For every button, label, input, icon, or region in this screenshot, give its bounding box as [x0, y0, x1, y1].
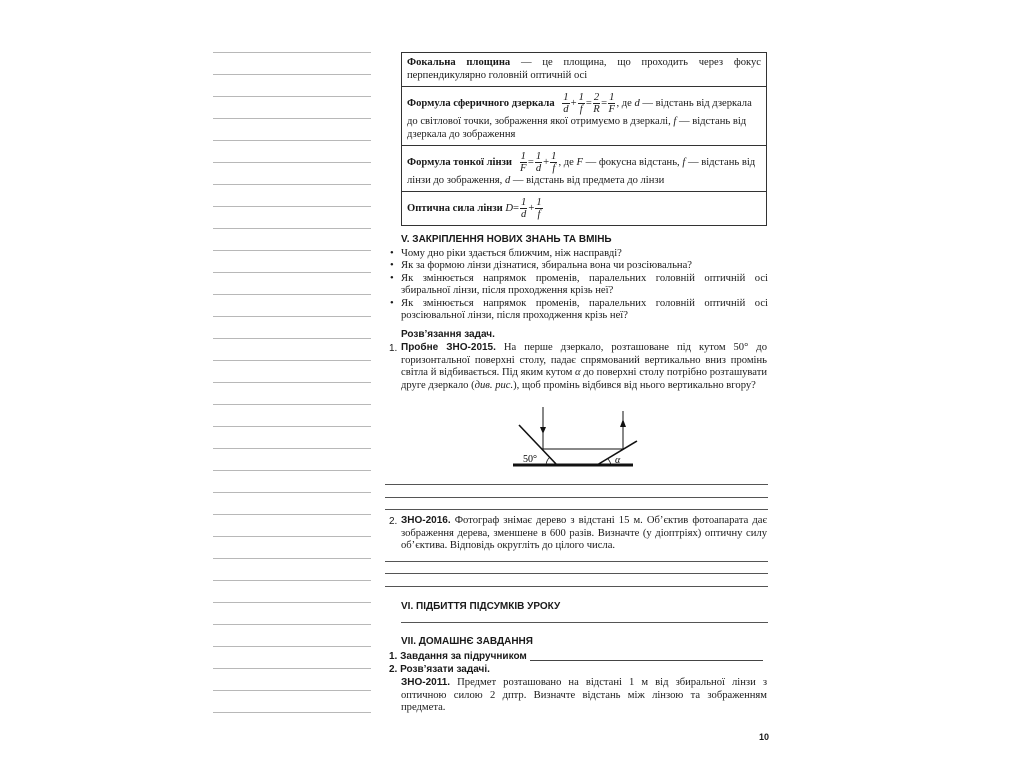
term-mirror-formula: Формула сферичного дзеркала	[407, 97, 555, 109]
margin-line	[213, 558, 371, 559]
margin-line	[213, 426, 371, 427]
angle-alpha-label: α	[615, 455, 621, 466]
margin-line	[213, 294, 371, 295]
task-2-label: ЗНО-2016.	[401, 515, 451, 526]
lens-formula: $\frac{1}{F}$ = $\frac{1}{d}$ + $\frac{1}{f}$	[520, 151, 557, 174]
formula-table	[401, 52, 767, 226]
term-optical-power: Оптична сила лінзи	[407, 202, 503, 214]
section-5-heading: V. ЗАКРІПЛЕННЯ НОВИХ ЗНАНЬ ТА ВМІНЬ	[401, 234, 612, 245]
task-1-number: 1.	[389, 343, 398, 354]
term-focal-plane: Фокальна площина	[407, 57, 511, 68]
table-row	[402, 87, 767, 146]
mirror-formula: $\frac{1}{d}$ + $\frac{1}{f}$ = $\frac{2}{R}$ = $\frac{1}{F}$	[563, 92, 616, 115]
task-2-text: ЗНО-2016. Фотограф знімає дерево з відстані 15 м. Об’єктив фотоапарата дає зображення дерева, зменшене в 600 разів. Визначте (у діоптріях) оптичну силу об’єктива. Відповідь округліть до цілого числа.	[401, 515, 767, 552]
margin-line	[213, 360, 371, 361]
homework-fill-line	[530, 660, 763, 661]
answer-line	[385, 509, 768, 510]
margin-line	[213, 668, 371, 669]
margin-line	[213, 206, 371, 207]
homework-item-2: 2. Розв’язати задачі.	[389, 664, 490, 675]
answer-line	[385, 497, 768, 498]
margin-line	[213, 690, 371, 691]
table-cell-focal-plane	[402, 53, 767, 87]
margin-line	[213, 712, 371, 713]
table-cell-optical-power	[402, 192, 767, 226]
list-item: • Чому дно ріки здається ближчим, ніж насправді?	[390, 248, 622, 259]
margin-line	[213, 74, 371, 75]
two-mirrors-figure	[505, 405, 645, 471]
margin-line	[213, 470, 371, 471]
margin-line	[213, 228, 371, 229]
angle-50-label: 50°	[523, 454, 537, 465]
list-item: • Як за формою лінзи дізнатися, збиральна вона чи розсіювальна?	[390, 260, 692, 272]
table-row	[402, 192, 767, 226]
homework-item-1: 1. Завдання за підручником	[389, 651, 527, 662]
solve-tasks-heading: Розв’язання задач.	[401, 329, 495, 340]
margin-line	[213, 250, 371, 251]
margin-line	[213, 52, 371, 53]
margin-line	[213, 316, 371, 317]
page-number: 10	[759, 732, 770, 742]
margin-line	[213, 382, 371, 383]
margin-line	[213, 492, 371, 493]
margin-line	[213, 646, 371, 647]
margin-line	[213, 580, 371, 581]
table-cell-mirror-formula: Формула сферичного дзеркала $\frac{1}{d}$ + $\frac{1}{f}$ = $\frac{2}{R}$ = $\frac{1}{F}$ , де d — відстань від дзеркала до світлової точки, зображення якої отримуємо в дзеркалі, f — відстань від дзеркала до зображення	[402, 87, 767, 146]
list-item: • Як змінюється напрямок променів, паралельних головній оптичній осі розсіювальної лінзи, після проходження крізь неї?	[390, 297, 768, 322]
list-item: • Як змінюється напрямок променів, паралельних головній оптичній осі збиральної лінзи, після проходження крізь неї?	[390, 272, 768, 297]
margin-line	[213, 602, 371, 603]
section-7-heading: VII. ДОМАШНЄ ЗАВДАННЯ	[401, 636, 533, 647]
section-6-heading: VI. ПІДБИТТЯ ПІДСУМКІВ УРОКУ	[401, 601, 561, 612]
homework-task-label: ЗНО-2011.	[401, 677, 451, 688]
answer-line	[385, 561, 768, 562]
answer-line	[385, 484, 768, 485]
down-arrow-icon	[540, 427, 546, 434]
margin-line	[213, 272, 371, 273]
task-1-label: Пробне ЗНО-2015.	[401, 342, 496, 353]
table-row	[402, 53, 767, 87]
margin-line	[213, 536, 371, 537]
margin-line	[213, 514, 371, 515]
table-row	[402, 146, 767, 192]
focal-plane-definition: — це площина, що проходить через фокус перпендикулярно головній оптичній осі	[407, 57, 761, 81]
term-lens-formula: Формула тонкої лінзи	[407, 156, 512, 168]
answer-line	[401, 622, 768, 623]
margin-line	[213, 448, 371, 449]
answer-line	[385, 586, 768, 587]
answer-line	[385, 573, 768, 574]
question-list	[390, 248, 768, 322]
up-arrow-icon	[620, 419, 626, 427]
task-1-text: Пробне ЗНО-2015. На перше дзеркало, розташоване під кутом 50° до горизонтальної поверхні столу, падає спрямований вертикально вниз промінь світла й відбивається. Під яким кутом α до поверхні столу потрібно розташувати друге дзеркало (див. рис.), щоб промінь відбився від нього вертикально вгору?	[401, 342, 767, 391]
task-2-number: 2.	[389, 516, 398, 527]
table-cell-lens-formula: Формула тонкої лінзи $\frac{1}{F}$ = $\frac{1}{d}$ + $\frac{1}{f}$ , де F — фокусна відстань, f — відстань від лінзи до зображення, d — відстань від предмета до лінзи	[402, 146, 767, 192]
margin-line	[213, 96, 371, 97]
optical-power-formula: D= $\frac{1}{d}$ + $\frac{1}{f}$	[505, 197, 542, 220]
margin-line	[213, 162, 371, 163]
margin-line	[213, 184, 371, 185]
margin-line	[213, 118, 371, 119]
margin-line	[213, 338, 371, 339]
margin-line	[213, 140, 371, 141]
homework-task-text: ЗНО-2011. Предмет розташовано на відстані 1 м від збиральної лінзи з оптичною силою 2 дптр. Визначте відстань між лінзою та зображенням предмета.	[401, 677, 767, 714]
margin-note-lines	[213, 44, 371, 724]
margin-line	[213, 624, 371, 625]
margin-line	[213, 404, 371, 405]
